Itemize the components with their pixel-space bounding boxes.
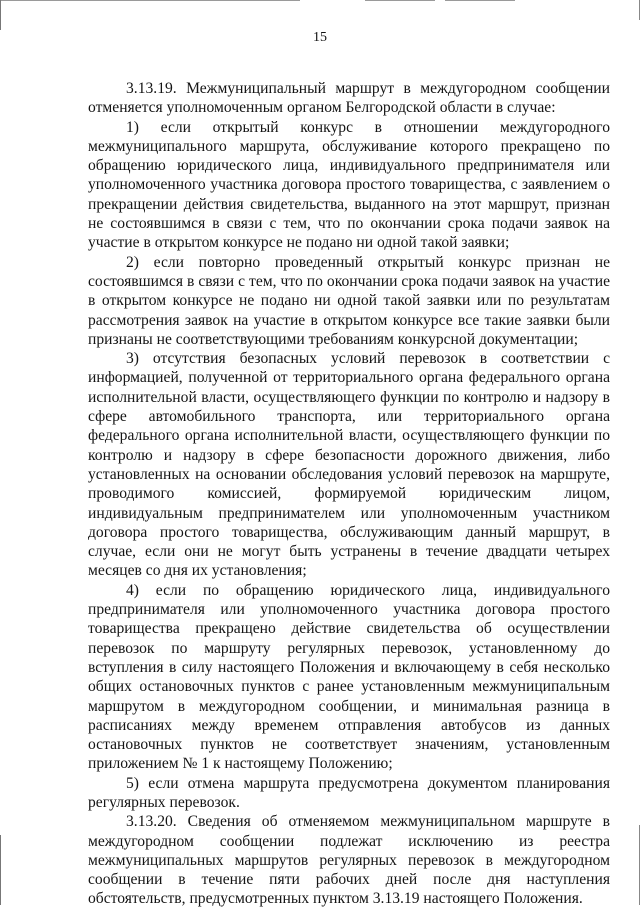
scan-edge-top [0, 0, 300, 1]
paragraph-3-13-20: 3.13.20. Сведения об отменяемом межмуниципальном маршруте в междугородном сообщении подлежат исключению из реестра межмуниципальных маршрутов регулярных перевозок в междугородном сообщении в течение пяти рабочих дней после дня наступления обстоятельств, предусмотренных пунктом 3.13.19 настоящего Положения. [88, 813, 610, 908]
scan-edge-left [0, 0, 1, 30]
paragraph-item-1: 1) если открытый конкурс в отношении междугородного межмуниципального маршрута, обслуживание которого прекращено по обращению юридического лица, индивидуального предпринимателя или уполномоченного участника договора простого товарищества, с заявлением о прекращении действия свидетельства, выданного на этот маршрут, признан не состоявшимся в связи с тем, что по окончании срока подачи заявок на участие в открытом конкурсе не подано ни одной такой заявки; [88, 118, 610, 252]
paragraph-item-3: 3) отсутствия безопасных условий перевозок в соответствии с информацией, полученной от территориального органа федерального органа исполнительной власти, осуществляющего функции по контролю и надзору в сфере автомобильного транспорта, или территориального органа федерального органа исполнительной власти, осуществляющего функции по контролю и надзору в сфере безопасности дорожного движения, либо установленных на основании обследования условий перевозок на маршруте, проводимого комиссией, формируемой юридическим лицом, индивидуальным предпринимателем или уполномоченным участником договора простого товарищества, обслуживающим данный маршрут, в случае, если они не могут быть устранены в течение двадцати четырех месяцев со дня их установления; [88, 350, 610, 580]
paragraph-item-2: 2) если повторно проведенный открытый конкурс признан не состоявшимся в связи с тем, что по окончании срока подачи заявок на участие в открытом конкурсе не подано ни одной такой заявки или по результатам рассмотрения заявок на участие в открытом конкурсе все такие заявки были признаны не соответствующими требованиям конкурсной документации; [88, 253, 610, 348]
paragraph-item-5: 5) если отмена маршрута предусмотрена документом планирования регулярных перевозок. [88, 774, 610, 811]
scan-edge-top [365, 0, 435, 1]
scan-edge-top [445, 0, 515, 1]
paragraph-item-4: 4) если по обращению юридического лица, индивидуального предпринимателя или уполномоченного участника договора простого товарищества прекращено действие свидетельства об осуществлении перевозок по маршруту регулярных перевозок, установленному до вступления в силу настоящего Положения и включающему в себя несколько общих остановочных пунктов с ранее установленным межмуниципальным маршрутом в междугородном сообщении, и минимальная разница в расписаниях между временем отправления автобусов из данных остановочных пунктов не соответствует значениям, установленным приложением № 1 к настоящему Положению; [88, 581, 610, 773]
page-number: 15 [313, 30, 327, 45]
scan-edge-left [0, 835, 1, 905]
document-body [88, 79, 610, 909]
paragraph-3-13-19: 3.13.19. Межмуниципальный маршрут в междугородном сообщении отменяется уполномоченным органом Белгородской области в случае: [88, 80, 610, 117]
